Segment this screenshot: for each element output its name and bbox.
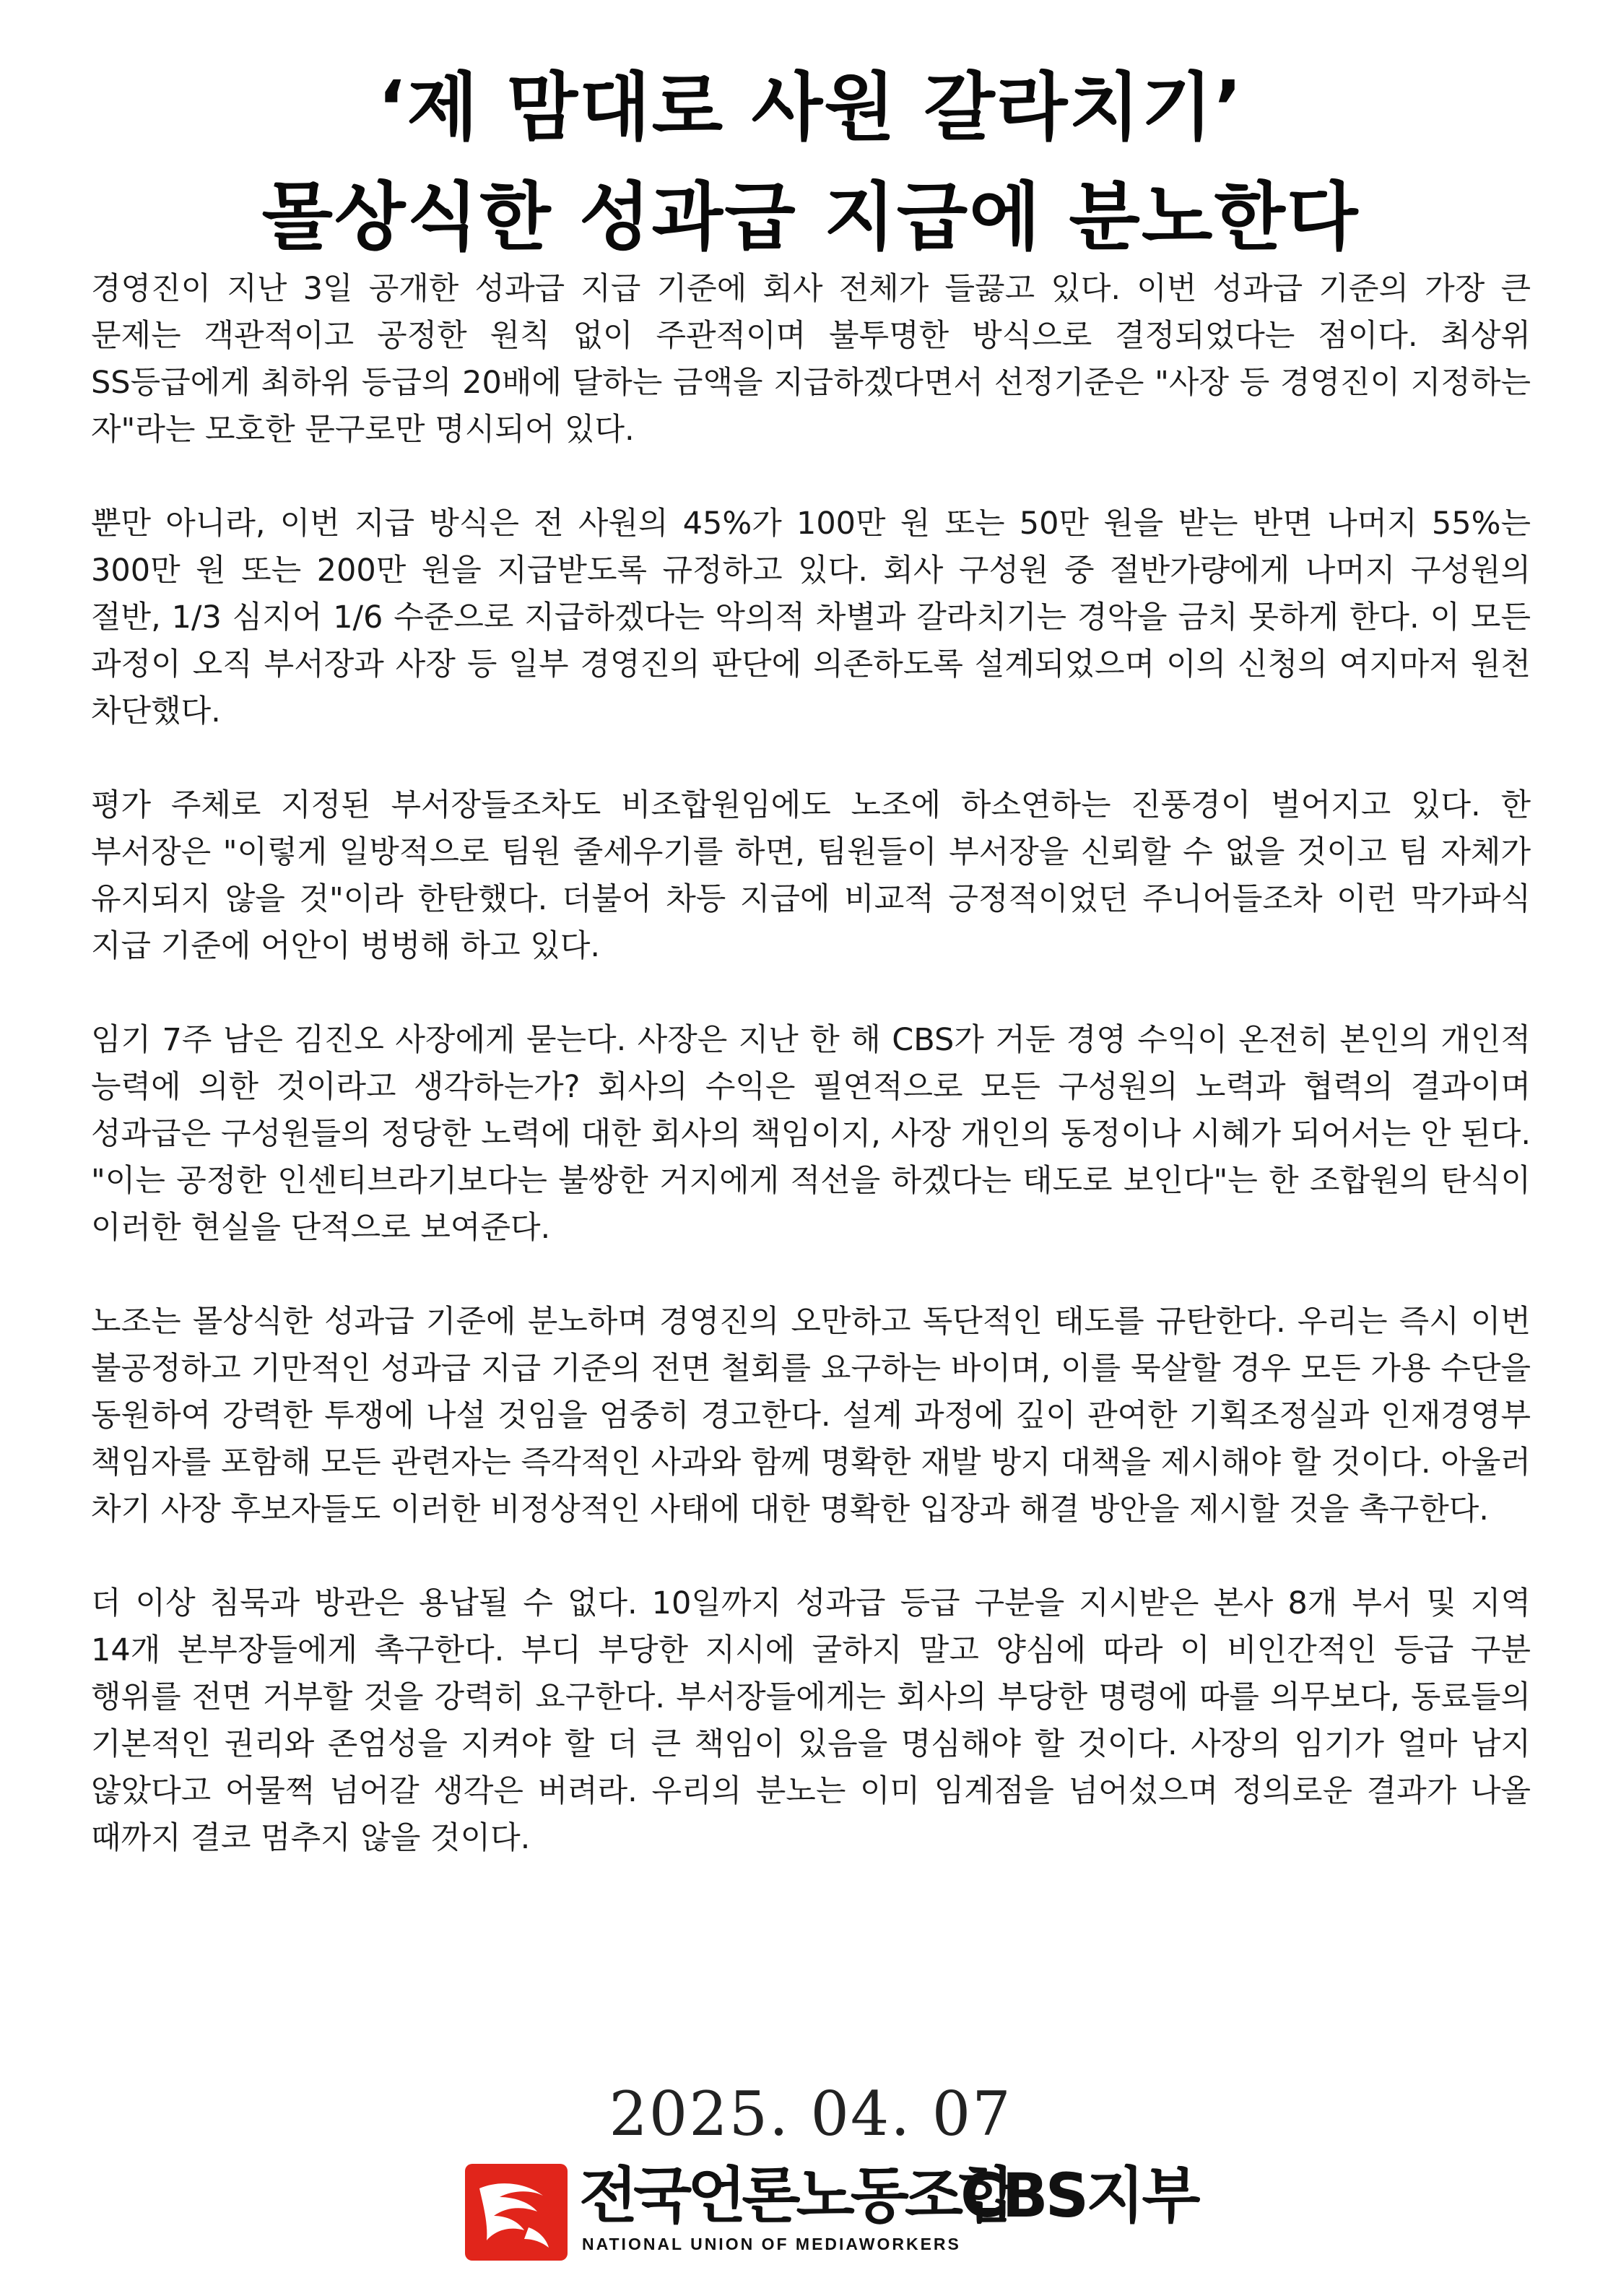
union-emblem-icon bbox=[462, 2158, 570, 2266]
headline-line-1: ‘제 맘대로 사원 갈라치기’ bbox=[377, 65, 1244, 151]
paragraph-2: 뿐만 아니라, 이번 지급 방식은 전 사원의 45%가 100만 원 또는 50만 원을 받는 반면 나머지 55%는 300만 원 또는 200만 원을 지급받도록 규정하고 있다. 회사 구성원 중 절반가량에게 나머지 구성원의 절반, 1/3 심지어 1/6 수준으로 지급하겠다는 악의적 차별과 갈라치기는 경악을 금치 못하게 한다. 이 모든 과정이 오직 부서장과 사장 등 일부 경영진의 판단에 의존하도록 설계되었으며 이의 신청의 여지마저 원천 차단했다. bbox=[91, 506, 1531, 729]
statement-body bbox=[91, 266, 1531, 1862]
branch-name: CBS지부 bbox=[960, 2160, 1198, 2231]
paragraph-4: 임기 7주 남은 김진오 사장에게 묻는다. 사장은 지난 한 해 CBS가 거둔 경영 수익이 온전히 본인의 개인적 능력에 의한 것이라고 생각하는가? 회사의 수익은 필연적으로 모든 구성원의 노력과 협력의 결과이며 성과급은 구성원들의 정당한 노력에 대한 회사의 책임이지, 사장 개인의 동정이나 시혜가 되어서는 안 된다. "이는 공정한 인센티브라기보다는 불쌍한 거지에게 적선을 하겠다는 태도로 보인다"는 한 조합원의 탄식이 이러한 현실을 단적으로 보여준다. bbox=[91, 1022, 1531, 1246]
paragraph-1: 경영진이 지난 3일 공개한 성과급 지급 기준에 회사 전체가 들끓고 있다. 이번 성과급 기준의 가장 큰 문제는 객관적이고 공정한 원칙 없이 주관적이며 불투명한 방식으로 결정되었다는 점이다. 최상위 SS등급에게 최하위 등급의 20배에 달하는 금액을 지급하겠다면서 선정기준은 "사장 등 경영진이 지정하는 자"라는 모호한 문구로만 명시되어 있다. bbox=[91, 271, 1531, 448]
paragraph-6: 더 이상 침묵과 방관은 용납될 수 없다. 10일까지 성과급 등급 구분을 지시받은 본사 8개 부서 및 지역 14개 본부장들에게 촉구한다. 부디 부당한 지시에 굴하지 말고 양심에 따라 이 비인간적인 등급 구분 행위를 전면 거부할 것을 강력히 요구한다. 부서장들에게는 회사의 부당한 명령에 따를 의무보다, 동료들의 기본적인 권리와 존엄성을 지켜야 할 더 큰 책임이 있음을 명심해야 할 것이다. 사장의 임기가 얼마 남지 않았다고 어물쩍 넘어갈 생각은 버려라. 우리의 분노는 이미 임계점을 넘어섰으며 정의로운 결과가 나올 때까지 결코 멈추지 않을 것이다. bbox=[91, 1585, 1531, 1856]
paragraph-5: 노조는 몰상식한 성과급 기준에 분노하며 경영진의 오만하고 독단적인 태도를 규탄한다. 우리는 즉시 이번 불공정하고 기만적인 성과급 지급 기준의 전면 철회를 요구하는 바이며, 이를 묵살할 경우 모든 가용 수단을 동원하여 강력한 투쟁에 나설 것임을 엄중히 경고한다. 설계 과정에 깊이 관여한 기획조정실과 인재경영부 책임자를 포함해 모든 관련자는 즉각적인 사과와 함께 명확한 재발 방지 대책을 제시해야 할 것이다. 아울러 차기 사장 후보자들도 이러한 비정상적인 사태에 대한 명확한 입장과 해결 방안을 제시할 것을 촉구한다. bbox=[91, 1304, 1531, 1528]
union-logo bbox=[462, 2158, 1198, 2266]
statement-date: 2025. 04. 07 bbox=[609, 2079, 1012, 2149]
union-name-korean: 전국언론노동조합 bbox=[579, 2160, 1014, 2231]
union-name-english: NATIONAL UNION OF MEDIAWORKERS bbox=[582, 2235, 961, 2253]
headline-line-2: 몰상식한 성과급 지급에 분노한다 bbox=[261, 175, 1360, 261]
paragraph-3: 평가 주체로 지정된 부서장들조차도 비조합원임에도 노조에 하소연하는 진풍경이 벌어지고 있다. 한 부서장은 "이렇게 일방적으로 팀원 줄세우기를 하면, 팀원들이 부서장을 신뢰할 수 없을 것이고 팀 자체가 유지되지 않을 것"이라 한탄했다. 더불어 차등 지급에 비교적 긍정적이었던 주니어들조차 이런 막가파식 지급 기준에 어안이 벙벙해 하고 있다. bbox=[91, 787, 1531, 964]
